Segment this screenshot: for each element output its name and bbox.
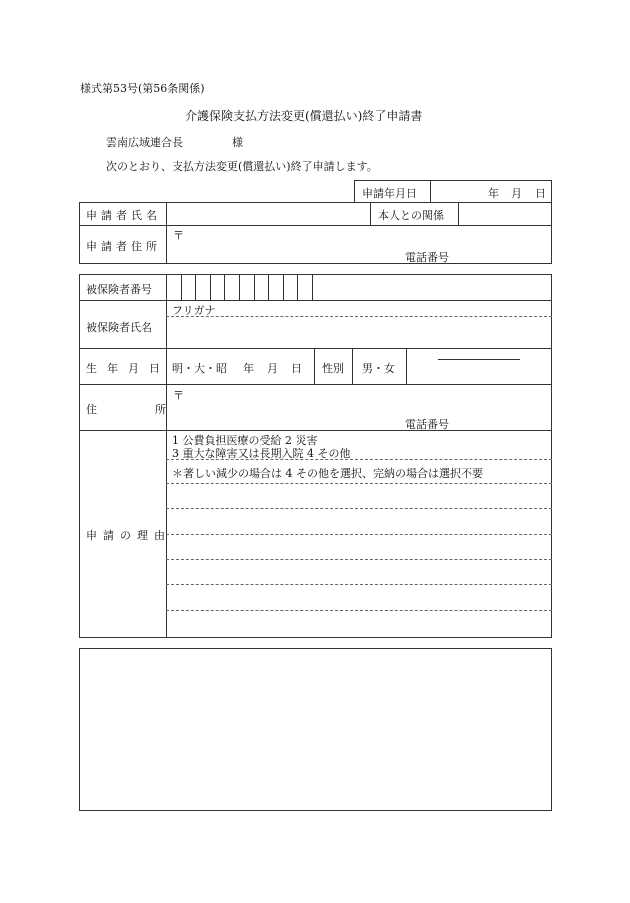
- address-label-text: 住所: [86, 403, 224, 416]
- insured-address-field[interactable]: [186, 388, 546, 410]
- relationship-label: 本人との関係: [378, 209, 444, 222]
- insured-number-label: 被保険者番号: [86, 283, 152, 296]
- insured-number-digit-box[interactable]: [166, 274, 182, 301]
- postal-mark: 〒: [173, 229, 184, 242]
- insured-name-field[interactable]: [172, 320, 546, 344]
- notes-box[interactable]: [79, 648, 552, 811]
- phone-label: 電話番号: [405, 251, 449, 264]
- date-month: 月: [511, 187, 522, 200]
- reason-label: 申請の理由: [86, 529, 171, 542]
- applicant-address-label: 申請者住所: [86, 240, 161, 253]
- extra-field[interactable]: [438, 344, 520, 358]
- insured-name-label: 被保険者氏名: [86, 321, 152, 334]
- intro-text: 次のとおり、支払方法変更(償還払い)終了申請します。: [106, 160, 378, 173]
- insured-number-digit-box[interactable]: [239, 274, 255, 301]
- furigana-field[interactable]: [230, 302, 546, 314]
- birth-month: 月: [267, 362, 278, 375]
- application-date-field[interactable]: [434, 183, 484, 199]
- form-title: 介護保険支払方法変更(償還払い)終了申請書: [185, 109, 423, 123]
- insured-number-digit-box[interactable]: [195, 274, 211, 301]
- insured-number-digit-box[interactable]: [268, 274, 284, 301]
- insured-number-digit-box[interactable]: [254, 274, 270, 301]
- phone-label-2: 電話番号: [405, 418, 449, 431]
- insured-number-digit-box[interactable]: [210, 274, 226, 301]
- date-day: 日: [535, 187, 546, 200]
- insured-number-digit-box[interactable]: [297, 274, 313, 301]
- reason-note: ＊著しい減少の場合は 4 その他を選択、完納の場合は選択不要: [172, 467, 483, 480]
- reason-option-line1[interactable]: 1 公費負担医療の受給 2 災害: [172, 434, 318, 447]
- gender-options[interactable]: 男・女: [362, 362, 395, 375]
- date-year: 年: [488, 187, 499, 200]
- birth-year: 年: [243, 362, 254, 375]
- honorific: 様: [232, 136, 243, 149]
- postal-mark-2: 〒: [173, 389, 184, 402]
- applicant-name-label: 申請者氏名: [86, 209, 161, 222]
- reason-option-line2[interactable]: 3 重大な障害又は長期入院 4 その他: [172, 447, 351, 460]
- applicant-address-field[interactable]: [186, 228, 546, 246]
- applicant-name-field[interactable]: [170, 205, 366, 222]
- furigana-label: フリガナ: [172, 304, 216, 317]
- birth-day: 日: [291, 362, 302, 375]
- birthdate-label: 生年月日: [86, 362, 170, 375]
- blank-underline: [438, 359, 520, 360]
- application-date-label: 申請年月日: [362, 187, 417, 200]
- insured-number-digit-box[interactable]: [224, 274, 240, 301]
- era-options[interactable]: 明・大・昭: [172, 362, 227, 375]
- gender-label: 性別: [322, 362, 344, 375]
- insured-number-digit-box[interactable]: [283, 274, 299, 301]
- relationship-field[interactable]: [462, 205, 548, 222]
- addressee: 雲南広域連合長: [106, 136, 183, 149]
- insured-number-digit-box[interactable]: [181, 274, 197, 301]
- reason-detail-field[interactable]: [170, 486, 548, 634]
- form-number: 様式第53号(第56条関係): [80, 82, 205, 95]
